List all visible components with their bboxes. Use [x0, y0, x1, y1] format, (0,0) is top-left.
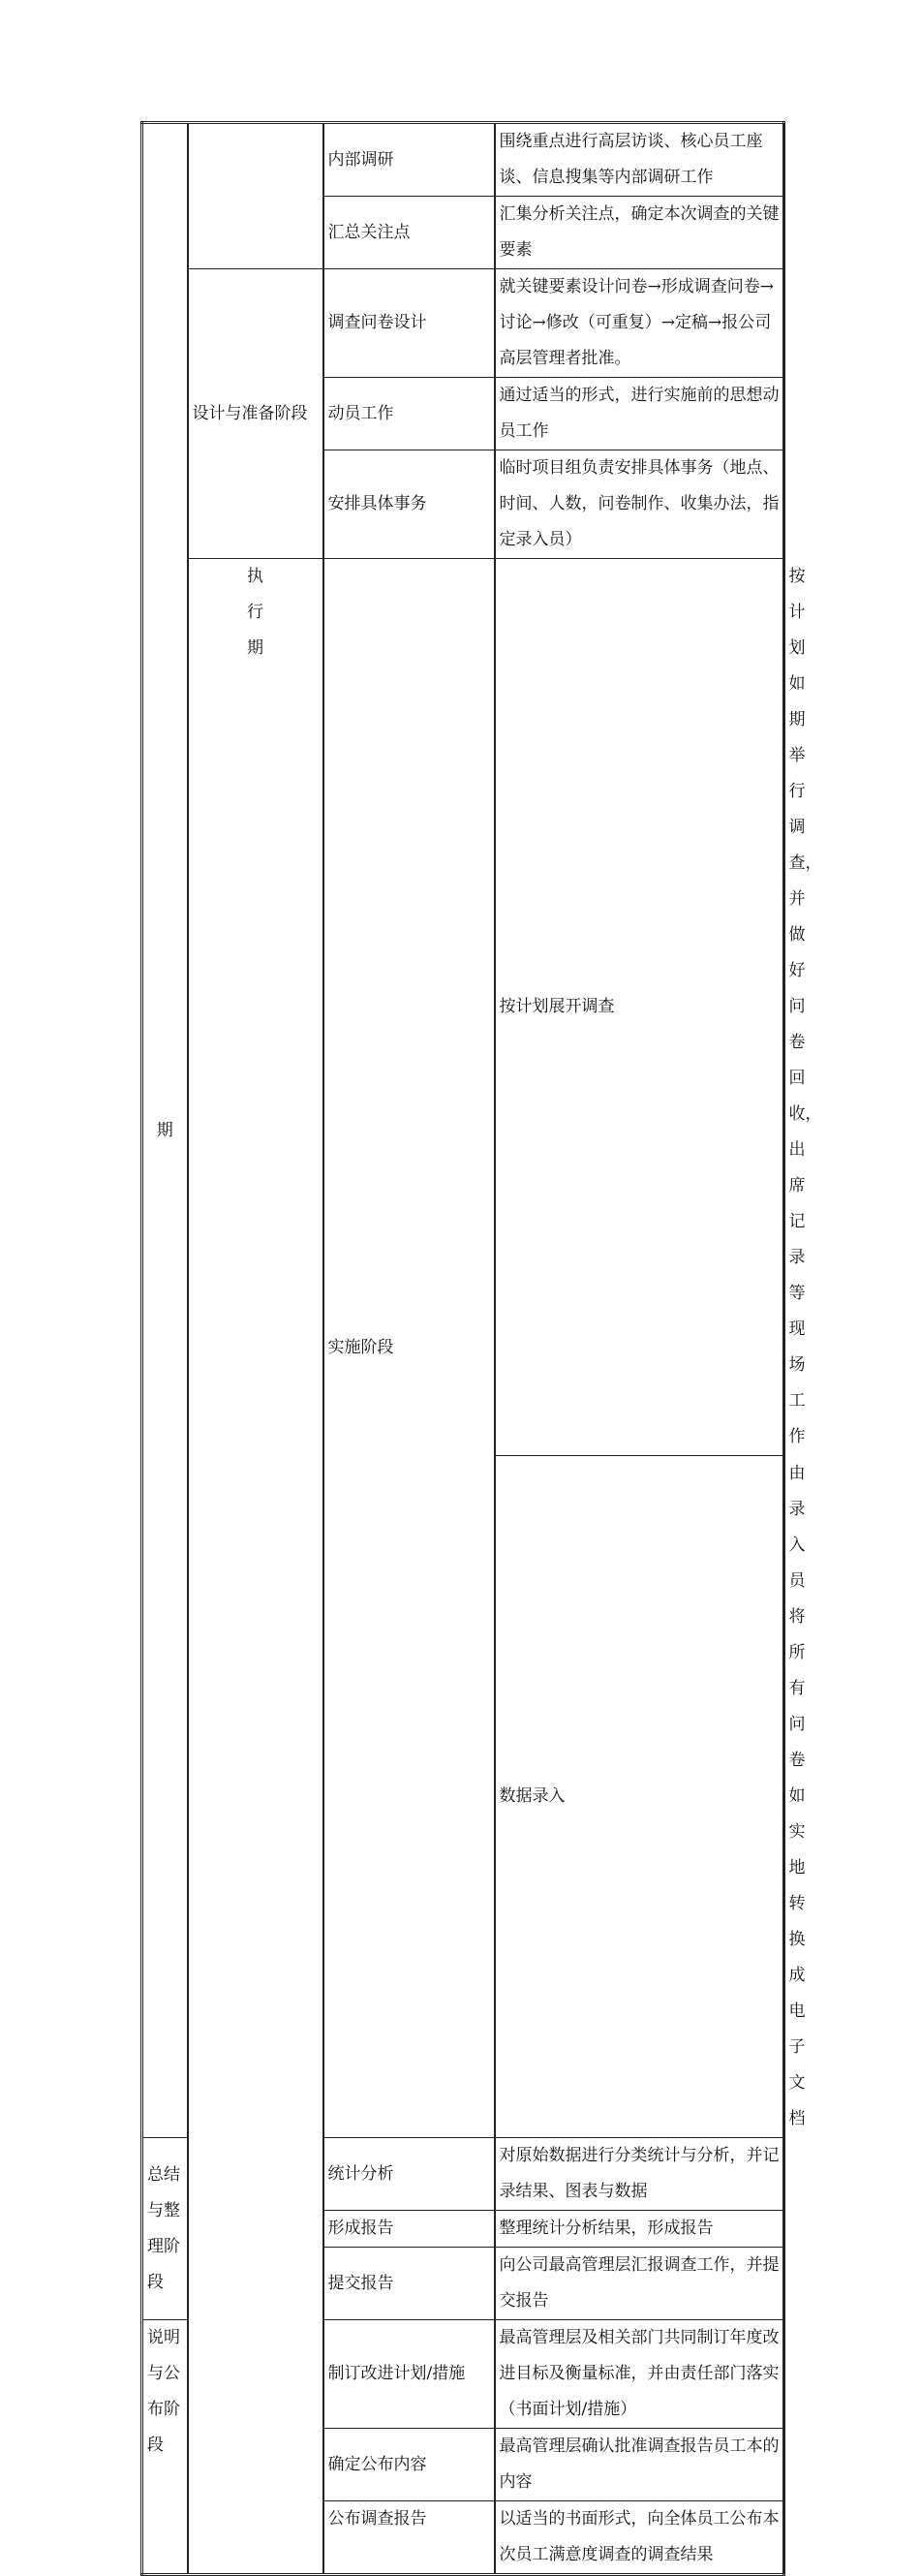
task-cell: 调查问卷设计: [323, 269, 495, 378]
task-cell: 制订改进计划/措施: [323, 2320, 495, 2429]
stage-cell-design-prep: 设计与准备阶段: [188, 269, 323, 559]
task-cell: 确定公布内容: [323, 2429, 495, 2501]
stage-cell-blank: [188, 123, 323, 269]
task-cell: 统计分析: [323, 2138, 495, 2211]
task-cell: 按计划展开调查: [495, 559, 784, 1456]
stage-cell-publish: 说明与公布阶段: [142, 2320, 188, 2575]
desc-cell: 对原始数据进行分类统计与分析，并记录结果、图表与数据: [495, 2138, 784, 2211]
table-row: [142, 123, 784, 197]
desc-cell: 最高管理层及相关部门共同制订年度改进目标及衡量标准，并由责任部门落实（书面计划/措施）: [495, 2320, 784, 2429]
table-row: 数据录入 由录入员将所有问卷如实地转换成电子文档: [142, 1456, 784, 2138]
task-cell: 动员工作: [323, 378, 495, 450]
desc-cell: 最高管理层确认批准调查报告员工本的内容: [495, 2429, 784, 2501]
stage-cell-implementation: 实施阶段: [323, 559, 495, 2138]
task-cell: 数据录入: [495, 1456, 784, 2138]
task-cell: 形成报告: [323, 2211, 495, 2248]
task-cell: 公布调查报告: [323, 2501, 495, 2575]
table-row: [142, 269, 784, 378]
period-label: 期: [156, 1120, 173, 1140]
desc-cell: 向公司最高管理层汇报调查工作，并提交报告: [495, 2248, 784, 2320]
task-cell: 汇总关注点: [323, 197, 495, 269]
survey-process-table: [140, 121, 822, 2576]
period-cell-prep: [142, 123, 188, 2138]
table-row: 执行期 实施阶段 按计划展开调查 按计划如期举行调查，并做好问卷回收，出席记录等现场工作: [142, 559, 784, 1456]
task-cell: 内部调研: [323, 123, 495, 197]
desc-cell: 整理统计分析结果，形成报告: [495, 2211, 784, 2248]
desc-cell: 临时项目组负责安排具体事务（地点、时间、人数，问卷制作、收集办法，指定录入员）: [495, 450, 784, 559]
desc-cell: 围绕重点进行高层访谈、核心员工座谈、信息搜集等内部调研工作: [495, 123, 784, 197]
task-cell: 安排具体事务: [323, 450, 495, 559]
desc-cell: 通过适当的形式，进行实施前的思想动员工作: [495, 378, 784, 450]
stage-cell-summary: 总结与整理阶段: [142, 2138, 188, 2320]
desc-cell: 汇集分析关注点，确定本次调查的关键要素: [495, 197, 784, 269]
task-cell: 提交报告: [323, 2248, 495, 2320]
desc-cell: 以适当的书面形式，向全体员工公布本次员工满意度调查的调查结果: [495, 2501, 784, 2575]
period-label: 执行期: [246, 567, 263, 658]
desc-cell: 就关键要素设计问卷→形成调查问卷→讨论→修改（可重复）→定稿→报公司高层管理者批准。: [495, 269, 784, 378]
period-cell-exec: [188, 559, 323, 2575]
